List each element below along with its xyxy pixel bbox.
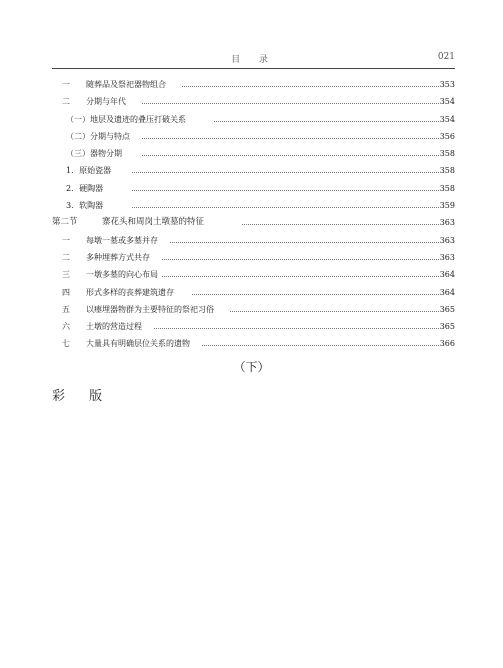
toc-entry-page: 359 — [439, 197, 455, 214]
toc-entry-page: 363 — [439, 249, 455, 266]
toc-leader-dots — [142, 155, 441, 156]
toc-entry[interactable] — [52, 128, 455, 145]
toc-section-entry[interactable] — [52, 214, 455, 231]
toc-entry-page: 358 — [439, 162, 455, 179]
toc-entry-title: （二）分期与特点 — [66, 128, 132, 145]
toc-leader-dots — [162, 276, 441, 277]
toc-entry-number: 一 — [62, 235, 70, 245]
toc-entry[interactable] — [52, 301, 455, 318]
toc-entry[interactable] — [52, 232, 455, 249]
toc-entry-page: 358 — [439, 145, 455, 162]
running-head-title: 目 录 — [231, 55, 276, 65]
toc-entry-title: 1．原始瓷器 — [66, 162, 113, 179]
toc-leader-dots — [132, 172, 441, 173]
toc-entry[interactable] — [52, 318, 455, 335]
toc-entry-number: 二 — [62, 97, 70, 107]
toc-entry-number: 四 — [62, 287, 70, 297]
toc-entry-number: 五 — [62, 304, 70, 314]
toc-section-number: 第二节 — [52, 217, 78, 228]
toc-entry-page: 354 — [439, 93, 455, 110]
toc-leader-dots — [132, 207, 441, 208]
toc-leader-dots — [192, 294, 441, 295]
toc-entry[interactable] — [52, 197, 455, 214]
toc-entry-title: 随葬品及祭祀器物组合 — [86, 76, 168, 93]
toc-entry-page: 365 — [439, 318, 455, 335]
toc-entry-title: （一）地层及遗迹的叠压打破关系 — [66, 111, 188, 128]
toc-entry-page: 353 — [439, 76, 455, 93]
toc-entry-title: 分期与年代 — [86, 93, 128, 110]
toc-entry-title: 以瘞埋器物群为主要特征的祭祀习俗 — [86, 301, 216, 318]
toc-leader-dots — [142, 138, 441, 139]
toc-entry-title: 形式多样的丧葬建筑遗存 — [86, 284, 176, 301]
toc-entry[interactable] — [52, 93, 455, 110]
toc-entry-number: 二 — [62, 252, 70, 262]
toc-entry-page: 354 — [439, 111, 455, 128]
toc-entry-title: 每墩一墓或多墓并存 — [86, 232, 160, 249]
toc-entry[interactable] — [52, 76, 455, 93]
toc-entry[interactable] — [52, 335, 455, 352]
toc-entry[interactable] — [52, 111, 455, 128]
toc-entry-page: 356 — [439, 128, 455, 145]
toc-entry[interactable] — [52, 266, 455, 283]
toc-entry-number: 一 — [62, 80, 70, 89]
toc-entry[interactable] — [52, 284, 455, 301]
toc-entry-number: 六 — [62, 322, 70, 332]
toc-entry-page: 363 — [439, 232, 455, 249]
part-heading: （下） — [233, 360, 270, 374]
toc-entry-title: 大量具有明确层位关系的遗物 — [86, 335, 192, 352]
toc-entry-page: 364 — [439, 284, 455, 301]
toc-entry-title: 一墩多墓的向心布局 — [86, 266, 160, 283]
toc-entry-title: 多种埋葬方式共存 — [86, 249, 152, 266]
toc-entry[interactable] — [52, 249, 455, 266]
toc-entry[interactable] — [52, 162, 455, 179]
toc-entry-title: 土墩的营造过程 — [86, 318, 144, 335]
toc-entry-number: 三 — [62, 270, 70, 280]
toc-leader-dots — [132, 190, 441, 191]
toc-leader-dots — [142, 103, 441, 104]
toc-entry-page: 365 — [439, 301, 455, 318]
toc-entry-title: 2．硬陶器 — [66, 180, 105, 197]
toc-leader-dots — [230, 311, 441, 312]
toc-entry-page: 364 — [439, 266, 455, 283]
toc-entry-number: 七 — [62, 339, 70, 349]
toc-entry-page: 366 — [439, 335, 455, 352]
table-of-contents — [52, 76, 455, 353]
toc-entry-title: 3．软陶器 — [66, 197, 105, 214]
toc-leader-dots — [162, 259, 441, 260]
toc-section-title: 寨花头和周岗土墩墓的特征 — [102, 214, 206, 231]
toc-leader-dots — [242, 224, 441, 225]
toc-leader-dots — [170, 242, 441, 243]
toc-entry[interactable] — [52, 145, 455, 162]
running-head — [52, 52, 455, 68]
toc-entry-title: （三）器物分期 — [66, 145, 124, 162]
running-head-page-number: 021 — [437, 52, 455, 62]
toc-entry-page: 363 — [439, 214, 455, 231]
toc-leader-dots — [154, 328, 441, 329]
header-rule — [52, 68, 455, 69]
toc-entry-page: 358 — [439, 180, 455, 197]
toc-leader-dots — [214, 121, 441, 122]
toc-leader-dots — [182, 86, 441, 87]
plates-heading: 彩 版 — [52, 389, 113, 404]
toc-entry[interactable] — [52, 180, 455, 197]
toc-leader-dots — [202, 345, 441, 346]
